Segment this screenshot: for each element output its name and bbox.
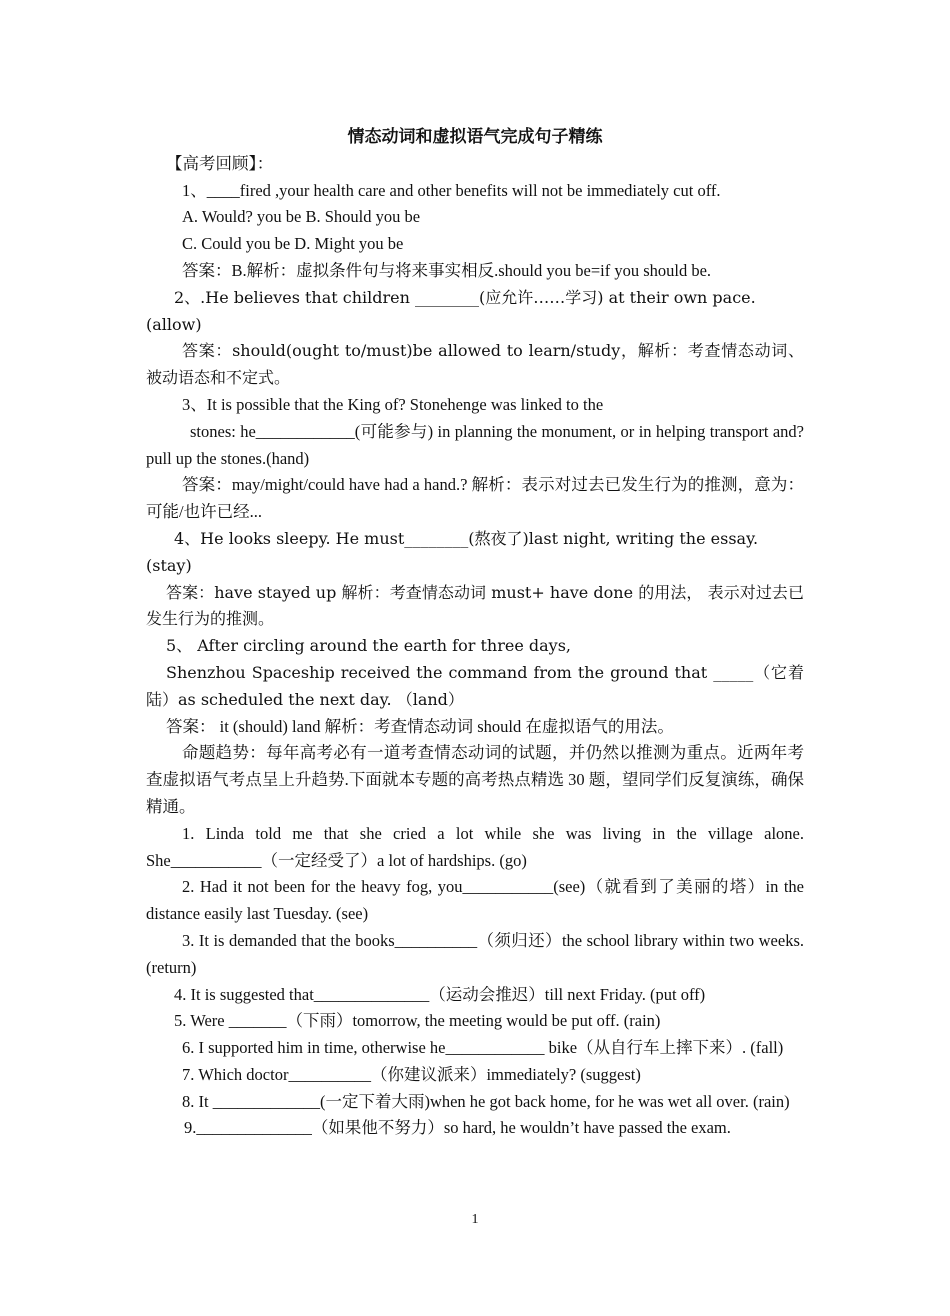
exercise-9: 9.______________（如果他不努力）so hard, he wouldn’t have passed the exam. [184,1118,731,1138]
document-body [146,124,804,1142]
question-4: 4、He looks sleepy. He must________(熬夜了)last night, writing the essay. (stay) [146,528,759,575]
question-5-answer: 答案： it (should) land 解析：考查情态动词 should 在虚拟语气的用法。 [166,716,674,736]
exercise-5: 5. Were _______（下雨）tomorrow, the meeting would be put off. (rain) [174,1011,661,1031]
question-1-options-ab: A. Would? you be B. Should you be [182,207,421,227]
exercise-1: 1. Linda told me that she cried a lot while she was living in the village alone. She___________（一定经受了）a lot of hardships. (go) [146,823,804,870]
exercise-2: 2. Had it not been for the heavy fog, you___________(see)（就看到了美丽的塔）in the distance easily last Tuesday. (see) [146,877,804,924]
exercise-4: 4. It is suggested that______________（运动会推迟）till next Friday. (put off) [174,984,706,1004]
question-4-answer: 答案：have stayed up 解析：考查情态动词 must+ have done 的用法， 表示对过去已发生行为的推测。 [146,582,804,629]
question-1: 1、____fired ,your health care and other benefits will not be immediately cut off. [182,180,721,200]
trend-paragraph: 命题趋势：每年高考必有一道考查情态动词的试题，并仍然以推测为重点。近两年考查虚拟语气考点呈上升趋势.下面就本专题的高考热点精选 30 题，望同学们反复演练，确保精通。 [146,743,804,816]
question-3-continued: stones: he____________(可能参与) in planning the monument, or in helping transport and? pull up the stones.(hand) [146,421,804,468]
exercise-7: 7. Which doctor__________（你建议派来）immediately? (suggest) [182,1064,641,1084]
question-3-answer: 答案：may/might/could have had a hand.? 解析：表示对过去已发生行为的推测，意为：可能/也许已经... [146,475,804,522]
question-1-answer: 答案：B.解析：虚拟条件句与将来事实相反.should you be=if you should be. [182,260,712,280]
exercise-6: 6. I supported him in time, otherwise he____________ bike（从自行车上摔下来）. (fall) [182,1038,784,1058]
question-5-continued: Shenzhou Spaceship received the command from the ground that _____（它着陆）as scheduled the next day. （land） [146,662,804,709]
question-3: 3、It is possible that the King of? Stonehenge was linked to the [182,394,604,414]
question-2-answer: 答案：should(ought to/must)be allowed to learn/study，解析：考查情态动词、被动语态和不定式。 [146,341,804,388]
question-2: 2、.He believes that children ________(应允许……学习) at their own pace. (allow) [146,287,756,334]
page-number: 1 [471,1212,479,1227]
question-5: 5、 After circling around the earth for three days, [166,636,571,656]
exercise-8: 8. It _____________(一定下着大雨)when he got back home, for he was wet all over. (rain) [182,1091,790,1111]
document-title: 情态动词和虚拟语气完成句子精练 [347,127,603,146]
review-header: 【高考回顾】： [166,153,274,173]
question-1-options-cd: C. Could you be D. Might you be [182,234,404,254]
exercise-3: 3. It is demanded that the books__________（须归还）the school library within two weeks. (return) [146,930,804,977]
